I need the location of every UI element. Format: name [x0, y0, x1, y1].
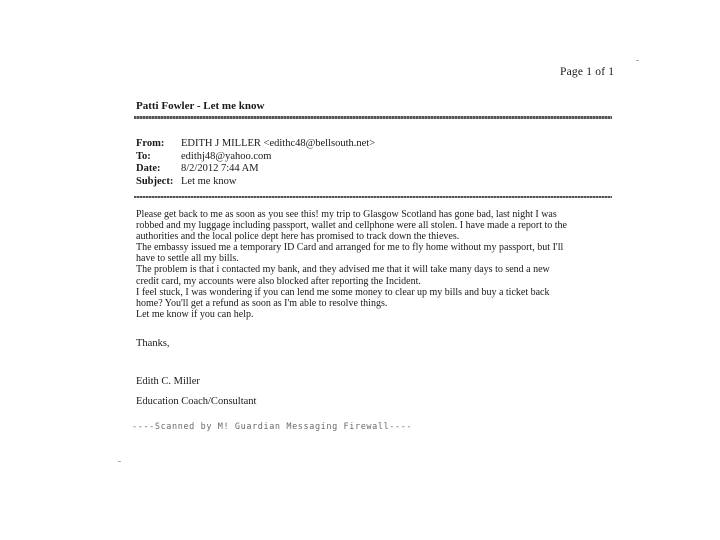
- signature-name: Edith C. Miller: [136, 376, 200, 387]
- signature-title: Education Coach/Consultant: [136, 396, 257, 407]
- body-line: I feel stuck, I was wondering if you can lend me some money to clear up my bills and buy a ticket back: [136, 286, 550, 298]
- header-value-subject: Let me know: [181, 175, 237, 187]
- header-label: To:: [136, 150, 151, 162]
- email-body: [136, 209, 622, 320]
- body-line: The problem is that i contacted my bank, and they advised me that it will take many days to send a new: [136, 264, 550, 276]
- document-title: Patti Fowler - Let me know: [136, 100, 265, 112]
- body-line: Let me know if you can help.: [136, 308, 254, 320]
- header-label: Subject:: [136, 175, 174, 187]
- body-line: authorities and the local police dept here has promised to track down the thieves.: [136, 231, 460, 243]
- body-line: home? You'll get a refund as soon as I'm able to resolve things.: [136, 297, 388, 309]
- header-row-from: [136, 138, 375, 151]
- scan-speck: [636, 60, 639, 61]
- header-label: From:: [136, 138, 165, 149]
- body-line: robbed and my luggage including passport, wallet and cellphone were all stolen. I have made a report to the: [136, 220, 567, 232]
- header-value-from: EDITH J MILLER <edithc48@bellsouth.net>: [181, 138, 376, 149]
- email-header-block: [136, 138, 375, 188]
- header-row-subject: [136, 176, 375, 189]
- scan-footer: ----Scanned by M! Guardian Messaging Firewall----: [132, 422, 413, 432]
- header-value-to: edithj48@yahoo.com: [181, 150, 272, 162]
- header-divider-top: [134, 116, 612, 119]
- closing-text: Thanks,: [136, 338, 170, 349]
- body-line: have to settle all my bills.: [136, 253, 239, 265]
- page-number: Page 1 of 1: [560, 66, 615, 78]
- header-row-date: [136, 163, 375, 176]
- body-line: credit card, my accounts were also blocked after reporting the Incident.: [136, 275, 421, 287]
- header-value-date: 8/2/2012 7:44 AM: [181, 163, 259, 174]
- body-line: The embassy issued me a temporary ID Card and arranged for me to fly home without my passport, but I'll: [136, 242, 564, 254]
- body-line: Please get back to me as soon as you see this! my trip to Glasgow Scotland has gone bad, last night I was: [136, 209, 557, 220]
- header-label: Date:: [136, 163, 161, 174]
- header-row-to: [136, 151, 375, 164]
- header-divider-bottom: [134, 196, 612, 198]
- scan-speck: [118, 461, 121, 462]
